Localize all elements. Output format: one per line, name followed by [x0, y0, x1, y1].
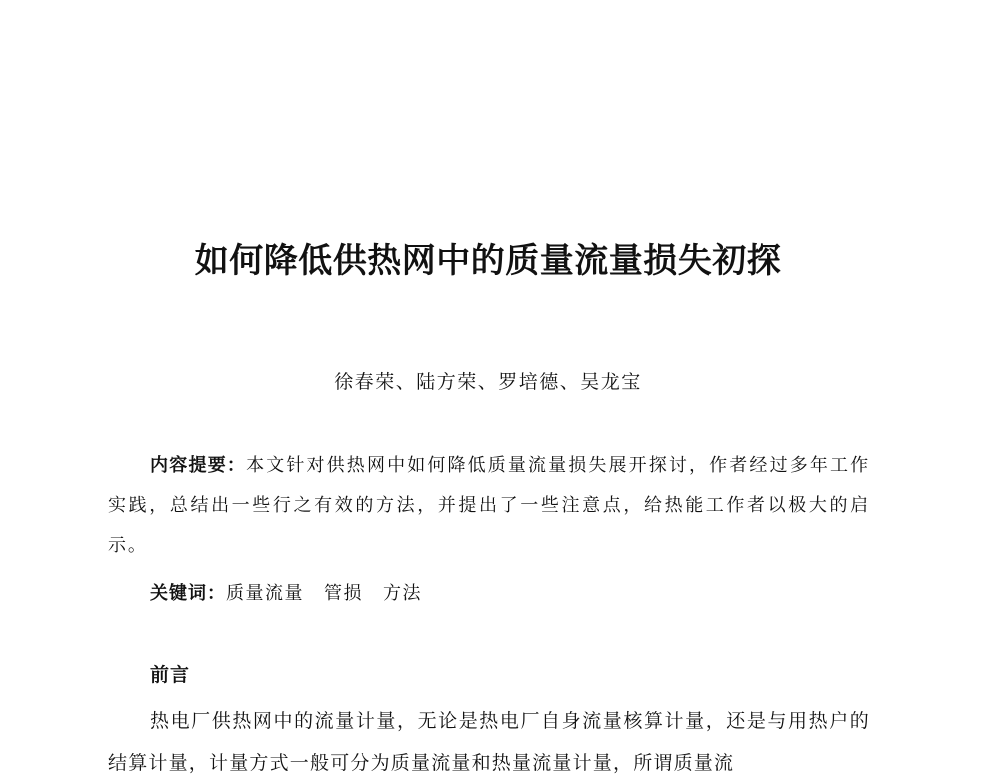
paper-title: 如何降低供热网中的质量流量损失初探	[194, 241, 782, 281]
keyword: 管损	[324, 583, 363, 604]
keywords-label: 关键词：	[150, 583, 226, 604]
keywords-line	[108, 574, 870, 614]
section-heading: 前言	[150, 664, 191, 686]
abstract-paragraph	[108, 446, 870, 566]
section-body-text: 热电厂供热网中的流量计量，无论是热电厂自身流量核算计量，还是与用热户的结算计量，计量方式一般可分为质量流量和热量流量计量，所谓质量流	[108, 710, 870, 774]
abstract-label: 内容提要：	[150, 455, 247, 476]
author-list: 徐春荣、陆方荣、罗培德、吴龙宝	[334, 371, 642, 393]
abstract-text: 本文针对供热网中如何降低质量流量损失展开探讨，作者经过多年工作实践，总结出一些行之有效的方法，并提出了一些注意点，给热能工作者以极大的启示。	[108, 455, 870, 556]
keyword: 质量流量	[226, 583, 304, 604]
keyword: 方法	[383, 583, 422, 604]
